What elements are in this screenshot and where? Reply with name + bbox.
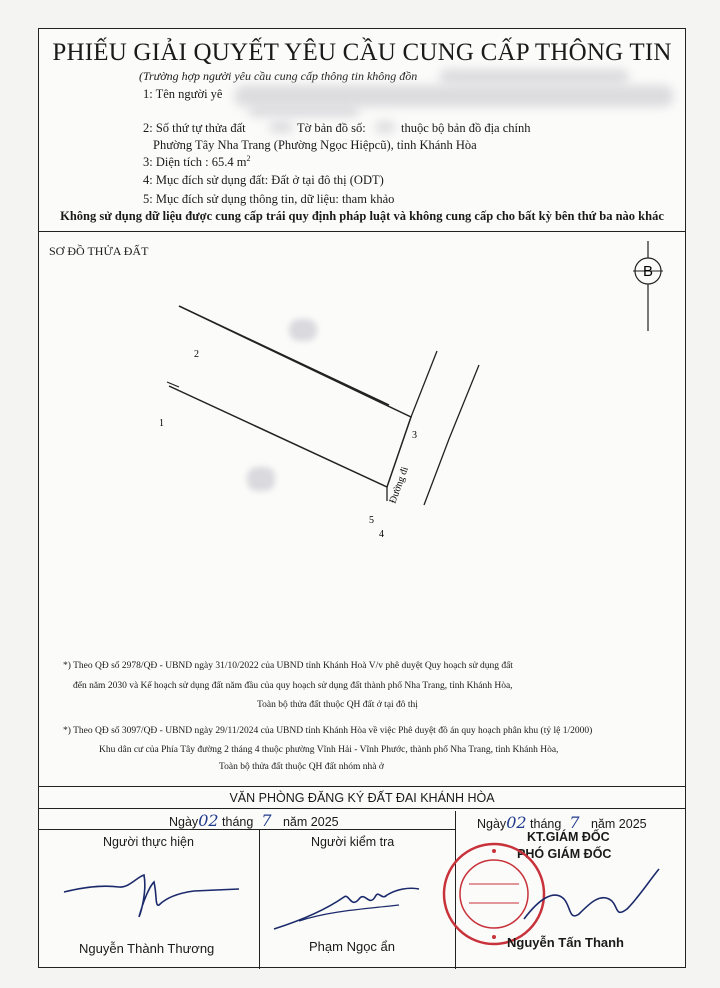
purpose-line: 5: Mục đích sử dụng thông tin, dữ liệu: tham khảo bbox=[143, 192, 395, 206]
divider bbox=[39, 786, 685, 787]
redaction bbox=[247, 467, 275, 491]
redaction bbox=[269, 121, 293, 133]
signature-checker bbox=[269, 859, 449, 939]
divider bbox=[39, 829, 455, 830]
date-right: Ngày02 tháng 7 năm 2025 bbox=[477, 813, 647, 832]
note-1-line-1: *) Theo QĐ số 2978/QĐ - UBND ngày 31/10/2022 của UBND tỉnh Khánh Hoà V/v phê duyệt Quy hoạch sử dụng đất bbox=[63, 661, 513, 671]
requester-line: 1: Tên người yê bbox=[143, 87, 223, 101]
role-checker: Người kiểm tra bbox=[311, 835, 395, 849]
area-line: 3: Diện tích : 65.4 $m^2$ bbox=[143, 154, 251, 170]
document-subtitle: (Trường hợp người yêu cầu cung cấp thông tin không đồn bbox=[139, 69, 418, 83]
redaction bbox=[234, 85, 674, 107]
name-director: Nguyễn Tấn Thanh bbox=[507, 935, 624, 950]
divider bbox=[39, 231, 685, 232]
redaction bbox=[249, 105, 359, 117]
parcel-edge-left bbox=[167, 382, 179, 387]
name-executor: Nguyễn Thành Thương bbox=[79, 941, 215, 956]
north-label: B bbox=[642, 263, 654, 280]
note-2-line-2: Khu dân cư của Phía Tây đường 2 tháng 4 thuộc phường Vĩnh Hải - Vĩnh Phước, thành phố Nha Trang, tỉnh Khánh Hòa, bbox=[99, 745, 559, 755]
land-use-line: 4: Mục đích sử dụng đất: Đất ở tại đô thị (ODT) bbox=[143, 173, 384, 187]
redaction bbox=[289, 319, 317, 341]
parcel-sketch bbox=[39, 259, 685, 639]
road-edge-outer bbox=[424, 365, 479, 505]
point-label-4: 4 bbox=[379, 529, 384, 540]
cadastral-map-label: thuộc bộ bản đồ địa chính bbox=[401, 121, 531, 135]
document-title: PHIẾU GIẢI QUYẾT YÊU CẦU CUNG CẤP THÔNG TIN bbox=[52, 39, 672, 66]
road-label: Đường đi bbox=[387, 465, 411, 506]
road-edge-inner bbox=[411, 351, 437, 417]
role-director: KT.GIÁM ĐỐC bbox=[527, 830, 610, 844]
note-1-line-2: đến năm 2030 và Kế hoạch sử dụng đất năm đầu của quy hoạch sử dụng đất thành phố Nha Trang, tỉnh Khánh Hòa, bbox=[73, 681, 513, 691]
note-1-line-3: Toàn bộ thửa đất thuộc QH đất ở tại đô thị bbox=[257, 700, 418, 710]
map-sheet-label: Tờ bản đồ số: bbox=[297, 121, 366, 135]
point-label-2: 2 bbox=[194, 349, 199, 360]
redaction bbox=[439, 69, 629, 85]
role-deputy-director: PHÓ GIÁM ĐỐC bbox=[517, 847, 612, 861]
office-name: VĂN PHÒNG ĐĂNG KÝ ĐẤT ĐAI KHÁNH HÒA bbox=[229, 791, 495, 805]
note-2-line-1: *) Theo QĐ số 3097/QĐ - UBND ngày 29/11/2024 của UBND tỉnh Khánh Hòa về việc Phê duyệt đồ án quy hoạch phân khu (tỷ lệ 1/2000) bbox=[63, 726, 593, 736]
info-sheet bbox=[38, 28, 686, 968]
parcel-number-label: 2: Số thứ tự thửa đất bbox=[143, 121, 246, 135]
note-2-line-3: Toàn bộ thửa đất thuộc QH đất nhóm nhà ở bbox=[219, 762, 384, 772]
usage-warning: Không sử dụng dữ liệu được cung cấp trái quy định pháp luật và không cung cấp cho bất kỳ bên thứ ba nào khác bbox=[60, 209, 664, 223]
ward-line: Phường Tây Nha Trang (Phường Ngọc Hiệpcũ), tỉnh Khánh Hòa bbox=[153, 138, 477, 152]
redaction bbox=[375, 121, 395, 133]
divider bbox=[39, 808, 685, 809]
role-executor: Người thực hiện bbox=[103, 835, 194, 849]
name-checker: Phạm Ngọc ẩn bbox=[309, 939, 395, 954]
signature-director bbox=[519, 859, 669, 939]
point-label-1: 1 bbox=[159, 418, 164, 429]
signature-column-divider bbox=[259, 829, 260, 969]
map-section-title: SƠ ĐỒ THỬA ĐẤT bbox=[49, 244, 149, 258]
date-left: Ngày02 tháng 7 năm 2025 bbox=[169, 811, 339, 830]
point-label-5: 5 bbox=[369, 515, 374, 526]
point-label-3: 3 bbox=[412, 430, 417, 441]
signature-executor bbox=[59, 857, 249, 927]
